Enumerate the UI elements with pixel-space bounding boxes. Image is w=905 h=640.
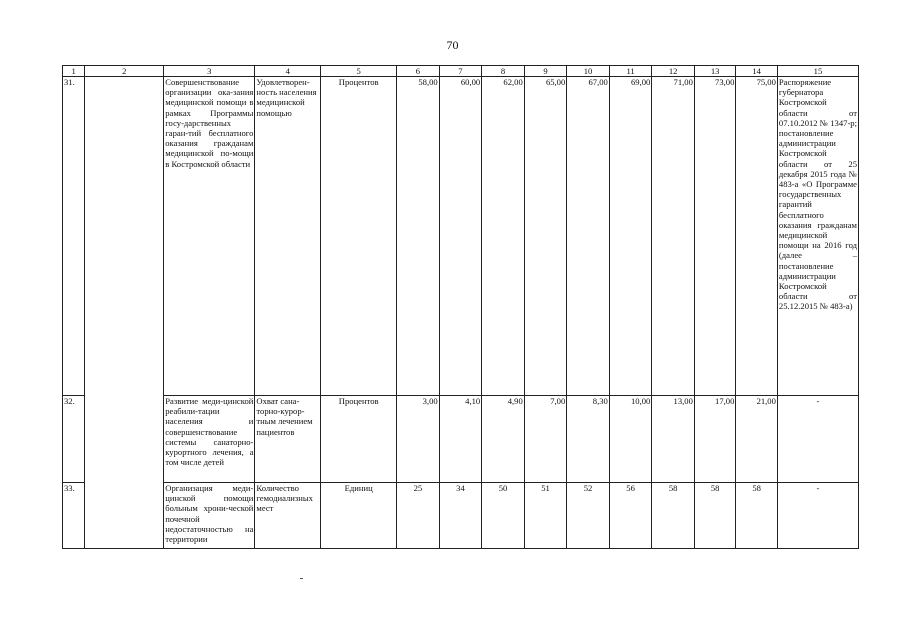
column-header: 1	[63, 66, 85, 77]
value-cell: 56	[609, 483, 652, 549]
value-cell: 52	[567, 483, 610, 549]
value-cell: 17,00	[694, 396, 736, 483]
source-document: -	[777, 483, 858, 549]
value-cell: 58,00	[397, 77, 440, 396]
table-header-row	[63, 66, 859, 77]
column-header: 8	[482, 66, 525, 77]
column-header: 10	[567, 66, 610, 77]
indicator-name: Удовлетворен-ность населения медицинской помощью	[255, 77, 321, 396]
value-cell: 58	[694, 483, 736, 549]
value-cell: 4,90	[482, 396, 525, 483]
task-name: Совершенствование организации ока-зания медицинской помощи в рамках Программы госу-дарственных гаран-тий бесплатного оказания гражданам медицинской по-мощи в Костромской области	[164, 77, 255, 396]
column-header: 12	[652, 66, 695, 77]
column-header: 15	[777, 66, 858, 77]
value-cell: 60,00	[439, 77, 482, 396]
column-header: 13	[694, 66, 736, 77]
unit: Процентов	[321, 77, 397, 396]
group-cell	[85, 77, 164, 549]
column-header: 2	[85, 66, 164, 77]
row-number: 31.	[63, 77, 85, 396]
value-cell: 3,00	[397, 396, 440, 483]
scan-mark	[300, 578, 303, 579]
row-number: 33.	[63, 483, 85, 549]
value-cell: 69,00	[609, 77, 652, 396]
value-cell: 25	[397, 483, 440, 549]
column-header: 3	[164, 66, 255, 77]
task-name: Развитие меди-цинской реабили-тации населения и совершенствование системы санаторно-курортного лечения, а том числе детей	[164, 396, 255, 483]
unit: Единиц	[321, 483, 397, 549]
page-number: 70	[446, 38, 459, 52]
row-number: 32.	[63, 396, 85, 483]
indicators-table	[62, 65, 859, 549]
value-cell: 65,00	[524, 77, 567, 396]
source-document: Распоряжение губернатора Костромской области от 07.10.2012 № 1347-р; постановление администрации Костромской области от 25 декабря 2015 года № 483-а «О Программе государственных гарантий бесплатного оказания гражданам медицинской помощи на 2016 год (далее – постановление администрации Костромской области от 25.12.2015 № 483-а)	[777, 77, 858, 396]
value-cell: 67,00	[567, 77, 610, 396]
value-cell: 50	[482, 483, 525, 549]
column-header: 11	[609, 66, 652, 77]
table-row	[63, 77, 859, 396]
value-cell: 58	[652, 483, 695, 549]
value-cell: 71,00	[652, 77, 695, 396]
value-cell: 21,00	[736, 396, 778, 483]
column-header: 6	[397, 66, 440, 77]
column-header: 5	[321, 66, 397, 77]
column-header: 14	[736, 66, 778, 77]
table-row	[63, 396, 859, 483]
indicator-name: Количество гемодиализных мест	[255, 483, 321, 549]
value-cell: 7,00	[524, 396, 567, 483]
value-cell: 75,00	[736, 77, 778, 396]
column-header: 4	[255, 66, 321, 77]
value-cell: 8,30	[567, 396, 610, 483]
value-cell: 34	[439, 483, 482, 549]
value-cell: 58	[736, 483, 778, 549]
source-document: -	[777, 396, 858, 483]
indicator-name: Охват сана-торно-курор-тным лечением пациентов	[255, 396, 321, 483]
value-cell: 4,10	[439, 396, 482, 483]
value-cell: 13,00	[652, 396, 695, 483]
value-cell: 73,00	[694, 77, 736, 396]
value-cell: 62,00	[482, 77, 525, 396]
value-cell: 51	[524, 483, 567, 549]
unit: Процентов	[321, 396, 397, 483]
task-name: Организация меди-цинской помощи больным хрони-ческой почечной недостаточностью на территории	[164, 483, 255, 549]
table-row	[63, 483, 859, 549]
value-cell: 10,00	[609, 396, 652, 483]
column-header: 7	[439, 66, 482, 77]
column-header: 9	[524, 66, 567, 77]
